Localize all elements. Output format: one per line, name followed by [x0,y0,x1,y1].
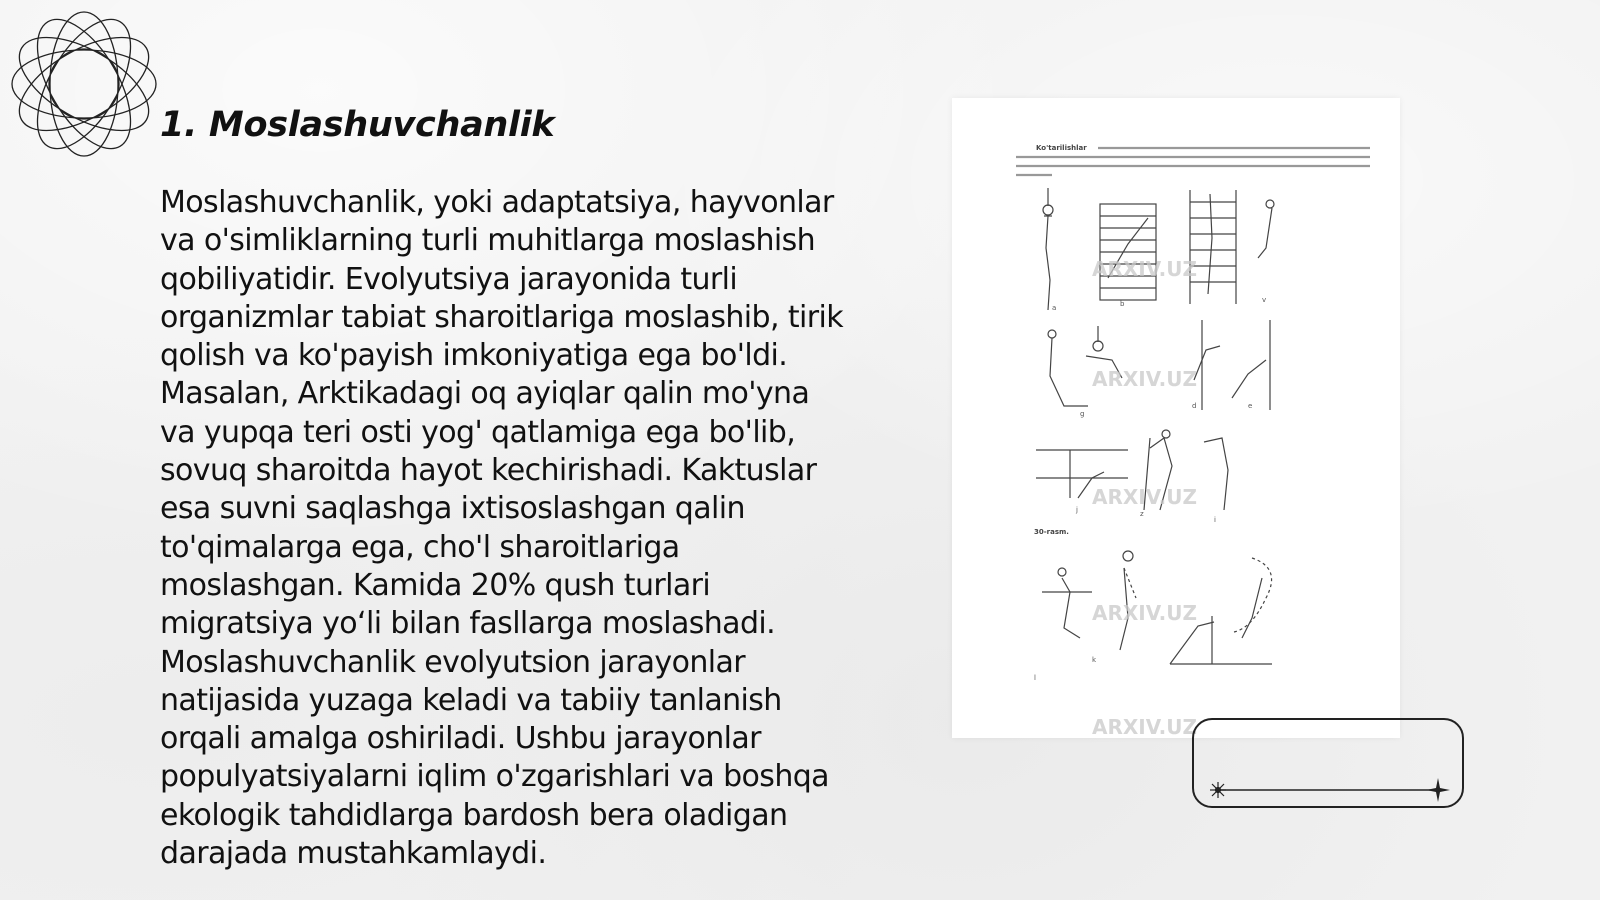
watermark: ARXIV.UZ [1092,485,1197,509]
timeline-decoration [1192,718,1464,808]
sunburst-icon [1210,782,1226,798]
figure-number: 30-rasm. [1034,528,1069,536]
section-heading: 1. Moslashuvchanlik [160,105,555,145]
panel-letter: j [1076,506,1078,514]
body-paragraph: Moslashuvchanlik, yoki adaptatsiya, hayvonlar va o'simliklarning turli muhitlarga moslashish qobiliyatidir. Evolyutsiya jarayonida turli organizmlar tabiat sharoitlariga moslashib, tirik qolish va ko'payish imkoniyatiga ega bo'ldi. Masalan, Arktikadagi oq ayiqlar qalin mo'yna va yupqa teri osti yog' qatlamiga ega bo'lib, sovuq sharoitda hayot kechirishadi. Kaktuslar esa suvni saqlashga ixtisoslashgan qalin to'qimalarga ega, cho'l sharoitlariga moslashgan. Kamida 20% qush turlari migratsiya yo‘li bilan fasllarga moslashadi. Moslashuvchanlik evolyutsion jarayonlar natijasida yuzaga keladi va tabiiy tanlanish orqali amalga oshiriladi. Ushbu jarayonlar populyatsiyalarni iqlim o'zgarishlari va boshqa ekologik tahdidlarga bardosh bera oladigan darajada mustahkamlaydi. [160,185,843,872]
sparkle-icon [1426,778,1450,802]
figure-drawing [952,98,1400,738]
panel-letter: v [1262,296,1267,304]
panel-letter: a [1052,304,1057,312]
figure-caption-label: Ko'tarilishlar [1036,144,1087,152]
panel-letter: g [1080,410,1085,418]
timeline-line [1194,720,1466,810]
watermark: ARXIV.UZ [1092,715,1197,738]
watermark: ARXIV.UZ [1092,257,1197,281]
circle-rosette-icon [10,10,158,158]
panel-letter: l [1034,674,1036,682]
panel-letter: k [1092,656,1097,664]
panel-letter: z [1140,510,1144,518]
watermark: ARXIV.UZ [1092,601,1197,625]
panel-letter: b [1120,300,1125,308]
gymnastics-figure [952,98,1400,738]
panel-letter: i [1214,516,1216,524]
panel-letter: d [1192,402,1197,410]
panel-letter: e [1248,402,1253,410]
watermark: ARXIV.UZ [1092,367,1197,391]
